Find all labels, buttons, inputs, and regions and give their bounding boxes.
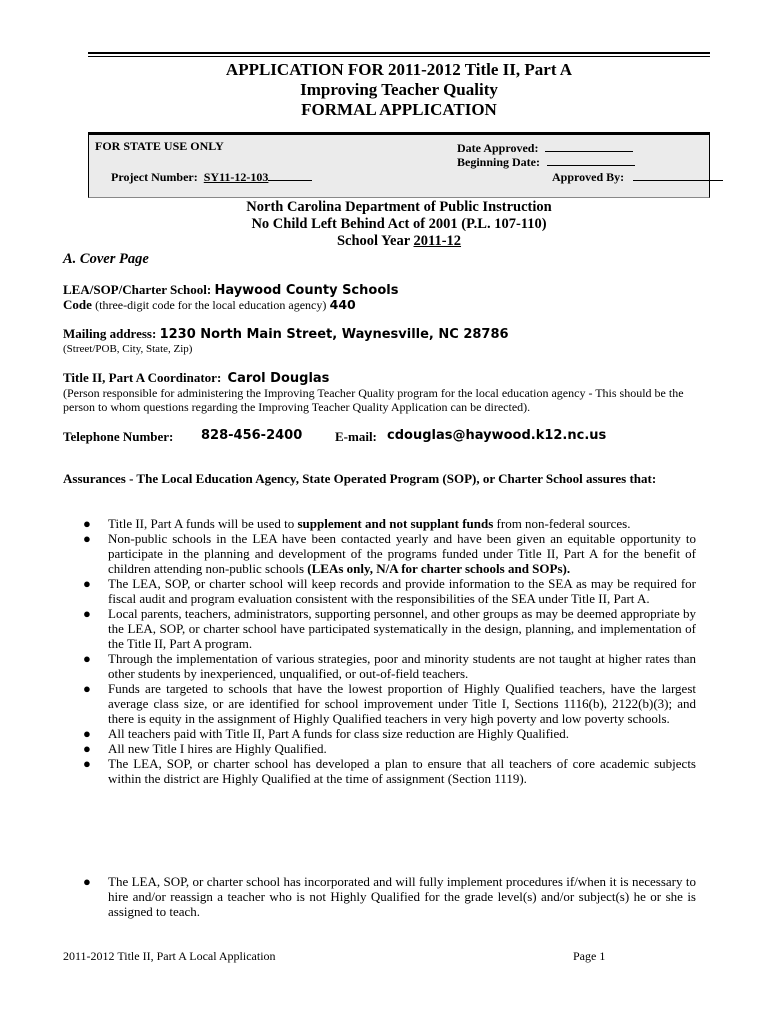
- assurance-emphasis: supplement and not supplant funds: [297, 516, 494, 531]
- beginning-date-row: [457, 155, 635, 169]
- top-rule: [88, 52, 710, 54]
- assurances-heading: Assurances - The Local Education Agency, State Operated Program (SOP), or Charter School assures that:: [63, 471, 657, 486]
- doc-title-line1: APPLICATION FOR 2011-2012 Title II, Part A: [225, 60, 573, 79]
- assurance-item: ● The LEA, SOP, or charter school will keep records and provide information to the SEA as may be required for fiscal audit and program evaluation consistent with the responsibilities of the SEA under Title II, Part A.: [83, 576, 696, 606]
- bullet-icon: ●: [83, 726, 91, 741]
- assurance-item: ● Through the implementation of various strategies, poor and minority students are not taught at higher rates than other students by inexperienced, unqualified, or out-of-field teachers.: [83, 651, 696, 681]
- email-value: cdouglas@haywood.k12.nc.us: [387, 428, 607, 443]
- for-state-use-label: FOR STATE USE ONLY: [95, 139, 224, 153]
- school-year-label: School Year: [336, 233, 410, 249]
- bullet-icon: ●: [83, 874, 91, 889]
- assurance-item: ● The LEA, SOP, or charter school has incorporated and will fully implement procedures if/when it is necessary to hire and/or reassign a teacher who is not Highly Qualified for the grade level(s) and/or subject(s) he or she is assigned to teach.: [83, 874, 696, 919]
- mailing-row: [63, 326, 509, 342]
- code-row: [63, 297, 356, 313]
- assurance-item: ● Local parents, teachers, administrators, supporting personnel, and other groups as may be deemed appropriate by the LEA, SOP, or charter school have participated systematically in the design, planning, and implementation of the Title II, Part A program.: [83, 606, 696, 651]
- coordinator-label: Title II, Part A Coordinator:: [63, 370, 222, 385]
- bullet-icon: ●: [83, 606, 91, 621]
- doc-title-line3: FORMAL APPLICATION: [301, 100, 497, 119]
- assurance-item: ● Funds are targeted to schools that have the lowest proportion of Highly Qualified teachers, have the largest average class size, or are identified for school improvement under Title I, Sections 1116(b), 2122(b)(3); and there is equity in the assignment of Highly Qualified teachers in very high poverty and low poverty schools.: [83, 681, 696, 726]
- bullet-icon: ●: [83, 651, 91, 666]
- bullet-icon: ●: [83, 756, 91, 771]
- bullet-icon: ●: [83, 576, 91, 591]
- date-approved-row: [457, 141, 633, 155]
- beginning-date-label: Beginning Date:: [457, 155, 541, 169]
- date-approved-blank: [545, 151, 633, 152]
- coordinator-note: (Person responsible for administering the Improving Teacher Quality program for the local education agency - This should be the person to whom questions regarding the Improving Teacher Quality Application can be directed).: [63, 386, 684, 414]
- date-approved-label: Date Approved:: [457, 141, 539, 155]
- lea-row: [63, 282, 398, 298]
- assurance-item: ● All teachers paid with Title II, Part A funds for class size reduction are Highly Qualified.: [83, 726, 570, 741]
- coordinator-value: Carol Douglas: [227, 371, 330, 386]
- footer-page-number: Page 1: [573, 949, 606, 963]
- project-number-label: Project Number:: [111, 170, 198, 184]
- approved-by-label: Approved By:: [552, 170, 625, 184]
- lea-value: Haywood County Schools: [214, 283, 399, 298]
- bullet-icon: ●: [83, 681, 91, 696]
- footer-left: 2011-2012 Title II, Part A Local Application: [63, 949, 276, 963]
- lea-label: LEA/SOP/Charter School:: [63, 282, 212, 297]
- code-label: Code: [63, 297, 92, 312]
- agency-line1: North Carolina Department of Public Instruction: [246, 199, 552, 215]
- mailing-value: 1230 North Main Street, Waynesville, NC 28786: [159, 327, 509, 342]
- email-label: E-mail:: [335, 429, 377, 444]
- agency-line2: No Child Left Behind Act of 2001 (P.L. 107-110): [251, 216, 547, 232]
- project-number-value: SY11-12-103: [203, 170, 269, 184]
- approved-by-blank: [633, 180, 723, 181]
- coordinator-row: [63, 370, 329, 386]
- phone-label: Telephone Number:: [63, 429, 174, 444]
- assurance-item: ● The LEA, SOP, or charter school has developed a plan to ensure that all teachers of core academic subjects within the district are Highly Qualified at the time of assignment (Section 1119).: [83, 756, 696, 786]
- bullet-icon: ●: [83, 741, 91, 756]
- project-number-row: [111, 170, 312, 184]
- assurance-item: ● Title II, Part A funds will be used to supplement and not supplant funds from non-federal sources.: [83, 516, 631, 531]
- code-value: 440: [329, 297, 356, 312]
- top-rule-thin: [88, 56, 710, 57]
- assurances-list: [63, 516, 696, 786]
- bullet-icon: ●: [83, 531, 91, 546]
- assurance-item: ● Non-public schools in the LEA have been contacted yearly and have been given an equitable opportunity to participate in the planning and development of the programs funded under Title II, Part A for the benefit of children attending non-public schools (LEAs only, N/A for charter schools and SOPs).: [83, 531, 696, 576]
- beginning-date-blank: [547, 165, 635, 166]
- section-title: A. Cover Page: [63, 251, 149, 267]
- phone-value: 828-456-2400: [201, 428, 303, 443]
- doc-title-line2: Improving Teacher Quality: [300, 80, 498, 99]
- school-year-line: [88, 233, 710, 250]
- approved-by-row: [552, 170, 723, 184]
- mailing-label: Mailing address:: [63, 326, 157, 341]
- code-note: (three-digit code for the local education agency): [95, 298, 327, 312]
- assurances-list-continued: [63, 874, 696, 919]
- project-number-blank: [268, 180, 312, 181]
- school-year-value: 2011-12: [413, 233, 462, 249]
- bullet-icon: ●: [83, 516, 91, 531]
- assurance-emphasis: (LEAs only, N/A for charter schools and SOPs).: [307, 561, 571, 576]
- mailing-note: (Street/POB, City, State, Zip): [63, 343, 193, 355]
- assurance-item: ● All new Title I hires are Highly Qualified.: [83, 741, 327, 756]
